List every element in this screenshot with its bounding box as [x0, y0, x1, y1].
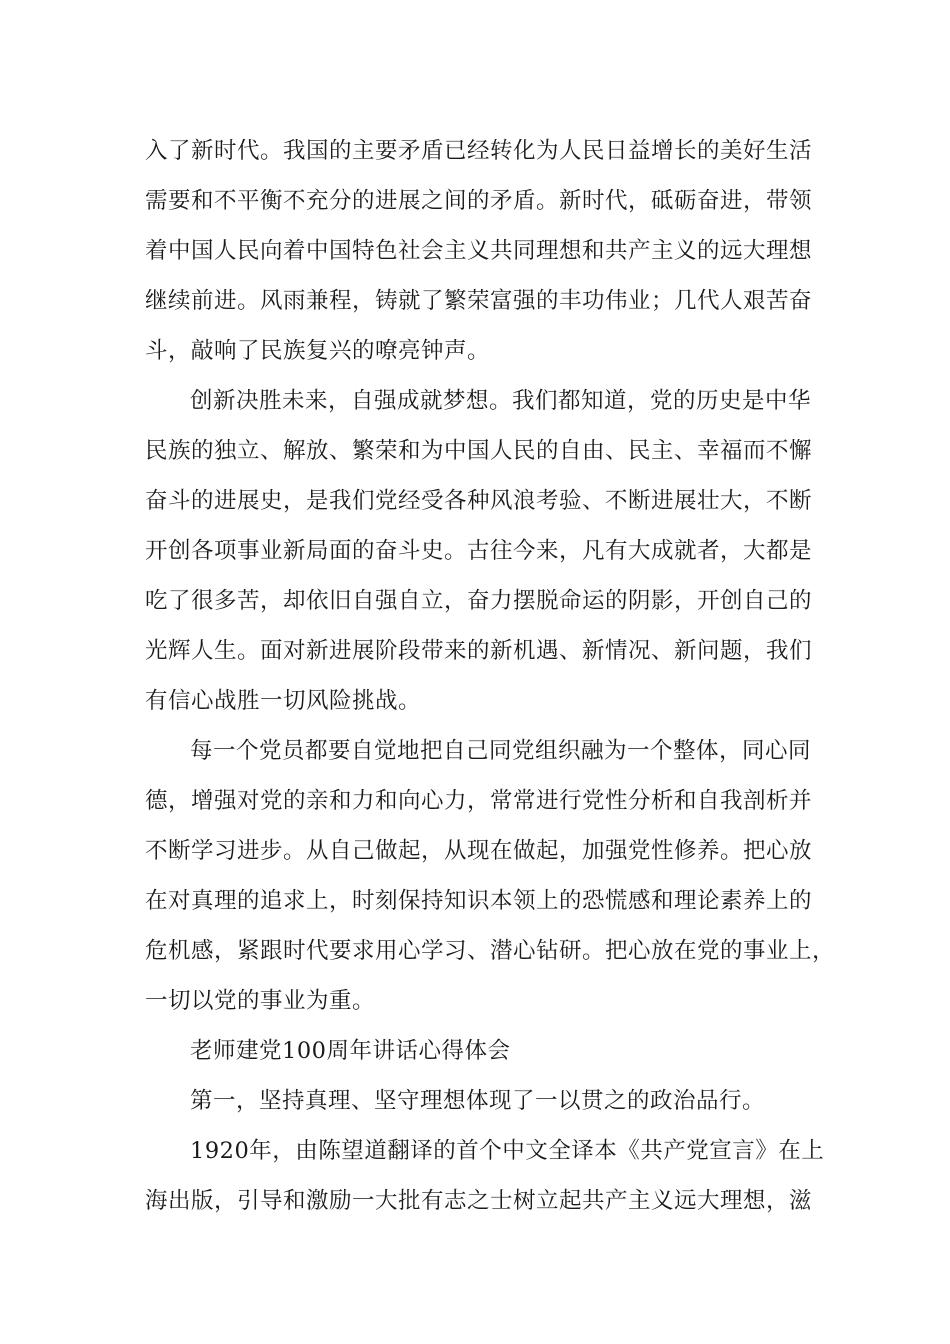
text-line: 开创各项事业新局面的奋斗史。古往今来，凡有大成就者，大都是 [145, 538, 813, 564]
text-line: 在对真理的追求上，时刻保持知识本领上的恐慌感和理论素养上的 [145, 888, 813, 914]
text-line: 奋斗的进展史，是我们党经受各种风浪考验、不断进展壮大，不断 [145, 488, 813, 514]
text-line: 需要和不平衡不充分的进展之间的矛盾。新时代，砥砺奋进，带领 [145, 188, 813, 214]
paragraph-first-line: 每一个党员都要自觉地把自己同党组织融为一个整体，同心同 [190, 738, 812, 764]
text-line: 着中国人民向着中国特色社会主义共同理想和共产主义的远大理想 [145, 238, 813, 264]
text-line: 一切以党的事业为重。 [145, 988, 376, 1014]
text-line: 斗，敲响了民族复兴的嘹亮钟声。 [145, 338, 491, 364]
paragraph-first-line: 创新决胜未来，自强成就梦想。我们都知道，党的历史是中华 [190, 388, 812, 414]
text-line: 入了新时代。我国的主要矛盾已经转化为人民日益增长的美好生活 [145, 138, 813, 164]
text-line: 海出版，引导和激励一大批有志之士树立起共产主义远大理想，滋 [145, 1188, 813, 1214]
text-line: 民族的独立、解放、繁荣和为中国人民的自由、民主、幸福而不懈 [145, 438, 813, 464]
text-line: 继续前进。风雨兼程，铸就了繁荣富强的丰功伟业；几代人艰苦奋 [145, 288, 813, 314]
text-line: 不断学习进步。从自己做起，从现在做起，加强党性修养。把心放 [145, 838, 813, 864]
text-line: 危机感，紧跟时代要求用心学习、潜心钻研。把心放在党的事业上， [145, 938, 836, 964]
text-line: 有信心战胜一切风险挑战。 [145, 688, 422, 714]
text-line: 吃了很多苦，却依旧自强自立，奋力摆脱命运的阴影，开创自己的 [145, 588, 813, 614]
paragraph-first-line: 第一，坚持真理、坚守理想体现了一以贯之的政治品行。 [190, 1088, 766, 1114]
section-heading: 老师建党100周年讲话心得体会 [190, 1038, 511, 1064]
paragraph-first-line: 1920年，由陈望道翻译的首个中文全译本《共产党宣言》在上 [190, 1138, 825, 1164]
text-line: 光辉人生。面对新进展阶段带来的新机遇、新情况、新问题，我们 [145, 638, 813, 664]
text-line: 德，增强对党的亲和力和向心力，常常进行党性分析和自我剖析并 [145, 788, 813, 814]
